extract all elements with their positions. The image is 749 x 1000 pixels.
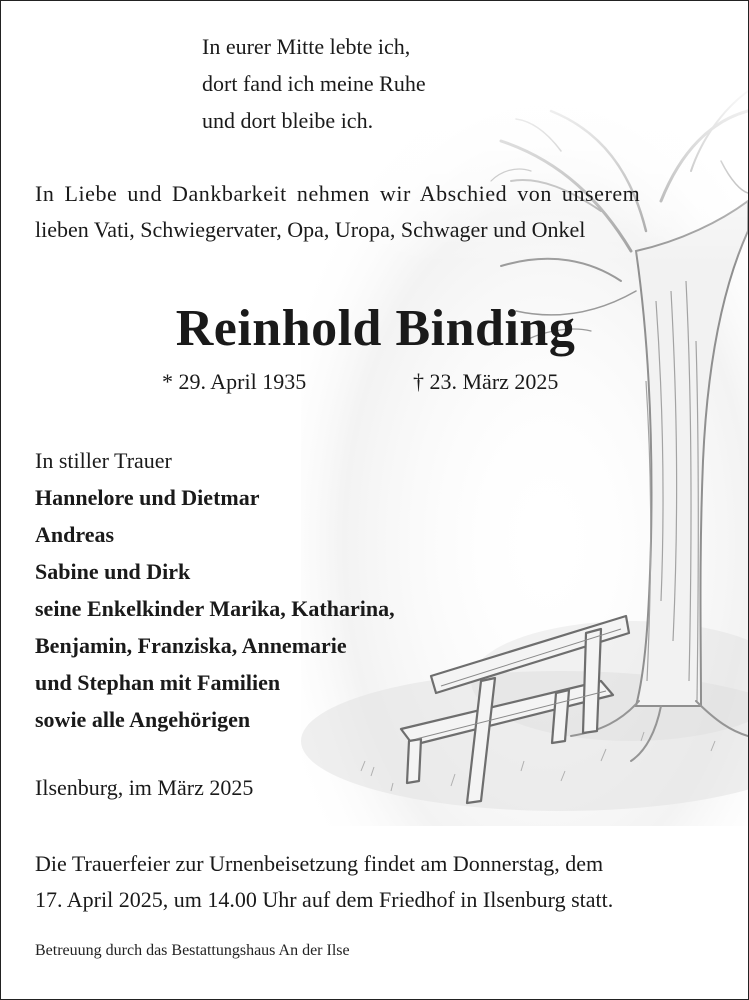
intro-line-2: lieben Vati, Schwiegervater, Opa, Uropa, Schwager und Onkel xyxy=(35,217,586,242)
mourner-line: Sabine und Dirk xyxy=(35,559,191,584)
ceremony-line-2: 17. April 2025, um 14.00 Uhr auf dem Friedhof in Ilsenburg statt. xyxy=(35,887,614,912)
mourner-line: sowie alle Angehörigen xyxy=(35,707,251,732)
mourner-line: Andreas xyxy=(35,522,115,547)
mourner-line: seine Enkelkinder Marika, Katharina, xyxy=(35,596,395,621)
mourner-line: Hannelore und Dietmar xyxy=(35,485,260,510)
mourners-heading: In stiller Trauer xyxy=(35,448,172,473)
poem-line-2: dort fand ich meine Ruhe xyxy=(202,71,426,96)
poem-line-3: und dort bleibe ich. xyxy=(202,108,374,133)
intro-line-1: In Liebe und Dankbarkeit nehmen wir Abschied von unserem xyxy=(35,181,641,206)
mourner-line: Benjamin, Franziska, Annemarie xyxy=(35,633,347,658)
place-date: Ilsenburg, im März 2025 xyxy=(35,775,254,800)
mourner-line: und Stephan mit Familien xyxy=(35,670,281,695)
ceremony-line-1: Die Trauerfeier zur Urnenbeisetzung findet am Donnerstag, dem xyxy=(35,851,604,876)
deceased-name: Reinhold Binding xyxy=(175,300,576,357)
death-date: † 23. März 2025 xyxy=(413,369,559,394)
birth-date: * 29. April 1935 xyxy=(162,369,307,394)
funeral-home-credit: Betreuung durch das Bestattungshaus An der Ilse xyxy=(35,942,350,959)
poem-line-1: In eurer Mitte lebte ich, xyxy=(202,34,411,59)
